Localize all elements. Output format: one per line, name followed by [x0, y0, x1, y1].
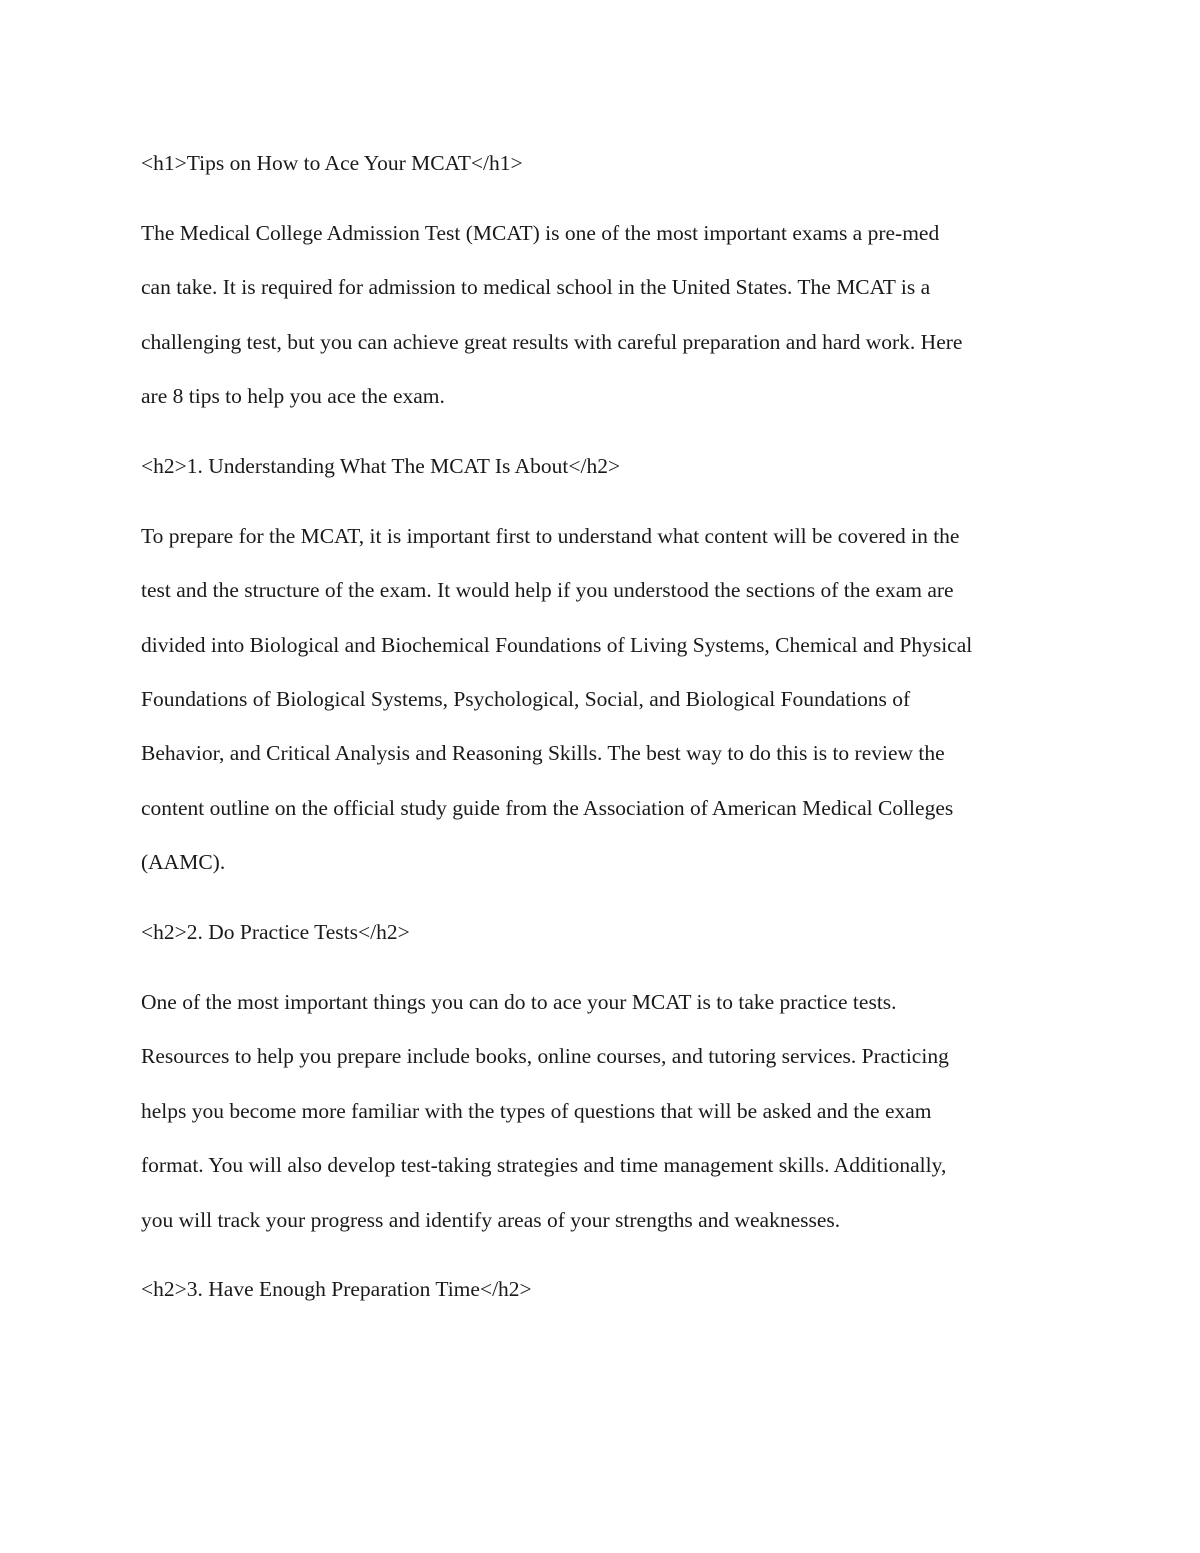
text-line: divided into Biological and Biochemical Foundations of Living Systems, Chemical and Physical — [141, 632, 973, 657]
text-line: helps you become more familiar with the types of questions that will be asked and the exam — [141, 1098, 932, 1123]
text-line: content outline on the official study guide from the Association of American Medical Colleges — [141, 795, 954, 820]
text-line: To prepare for the MCAT, it is important first to understand what content will be covered in the — [141, 523, 960, 548]
text-line: can take. It is required for admission to medical school in the United States. The MCAT is a — [141, 275, 931, 300]
text-line: format. You will also develop test-taking strategies and time management skills. Additionally, — [141, 1153, 947, 1178]
text-line: challenging test, but you can achieve great results with careful preparation and hard work. Here — [141, 329, 963, 354]
text-line: <h2>3. Have Enough Preparation Time</h2> — [141, 1277, 532, 1302]
text-line: Foundations of Biological Systems, Psychological, Social, and Biological Foundations of — [141, 687, 911, 712]
paragraph-understanding — [141, 509, 1066, 890]
heading-h2-understanding — [141, 439, 1066, 493]
heading-h2-practice-tests — [141, 905, 1066, 959]
text-line: One of the most important things you can do to ace your MCAT is to take practice tests. — [141, 989, 897, 1014]
text-line: you will track your progress and identify areas of your strengths and weaknesses. — [141, 1207, 841, 1232]
text-line: The Medical College Admission Test (MCAT) is one of the most important exams a pre-med — [141, 220, 940, 245]
document-body — [141, 136, 1066, 1332]
heading-h1-tips — [141, 136, 1066, 190]
paragraph-intro — [141, 206, 1066, 424]
heading-h2-preparation-time — [141, 1262, 1066, 1316]
text-line: test and the structure of the exam. It would help if you understood the sections of the exam are — [141, 578, 954, 603]
text-line: Behavior, and Critical Analysis and Reasoning Skills. The best way to do this is to review the — [141, 741, 945, 766]
text-line: <h1>Tips on How to Ace Your MCAT</h1> — [141, 151, 523, 175]
paragraph-practice-tests — [141, 975, 1066, 1247]
text-line: <h2>1. Understanding What The MCAT Is About</h2> — [141, 453, 621, 478]
text-line: Resources to help you prepare include books, online courses, and tutoring services. Practicing — [141, 1044, 949, 1069]
text-line: are 8 tips to help you ace the exam. — [141, 384, 445, 409]
text-line: <h2>2. Do Practice Tests</h2> — [141, 920, 410, 945]
text-line: (AAMC). — [141, 850, 226, 875]
